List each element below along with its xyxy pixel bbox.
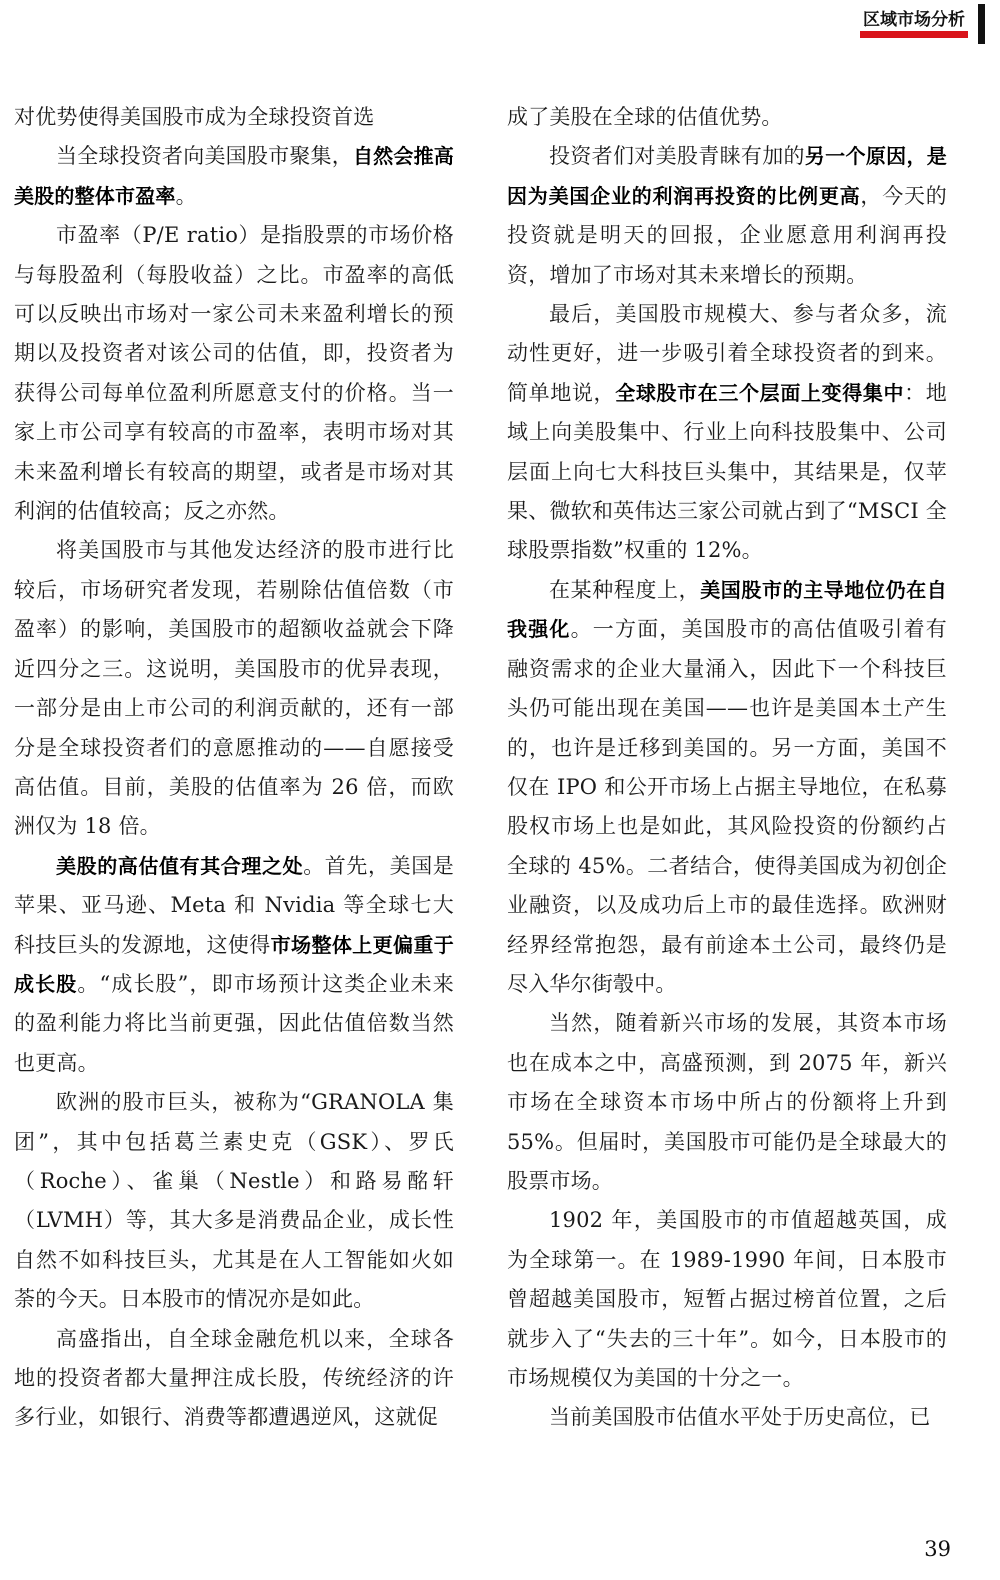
paragraph [14,98,454,137]
paragraph-text: 成了美股在全球的估值优势。 [507,105,783,129]
paragraph [507,295,947,571]
paragraph [14,216,454,531]
paragraph [14,847,454,1083]
paragraph [14,1320,454,1438]
paragraph-text: 欧洲的股市巨头，被称为“GRANOLA 集团”，其中包括葛兰素史克（GSK）、罗氏（Roche）、雀巢（Nestle）和路易酩轩（LVMH）等，其大多是消费品企业，成长性自然不如科技巨头，尤其是在人工智能如火如荼的今天。日本股市的情况亦是如此。 [14,1090,454,1312]
paragraph-text: 。一方面，美国股市的高估值吸引着有融资需求的企业大量涌入，因此下一个科技巨头仍可能出现在美国——也许是美国本土产生的，也许是迁移到美国的。另一方面，美国不仅在 IPO 和公开市场上占据主导地位，在私募股权市场上也是如此，其风险投资的份额约占全球的 45%。二者结合，使得美国成为初创企业融资，以及成功后上市的最佳选择。欧洲财经界经常抱怨，最有前途本土公司，最终仍是尽入华尔街彀中。 [507,617,947,996]
paragraph-text: 当前美国股市估值水平处于历史高位，已 [549,1405,931,1430]
paragraph [507,137,947,295]
paragraph-text: 。“成长股”，即市场预计这类企业未来的盈利能力将比当前更强，因此估值倍数当然也更高。 [14,971,454,1075]
paragraph [14,531,454,846]
paragraph-text: 1902 年，美国股市的市值超越英国，成为全球第一。在 1989-1990 年间，日本股市曾超越美国股市，短暂占据过榜首位置，之后就步入了“失去的三十年”。如今，日本股市的市场规模仅为美国的十分之一。 [507,1208,947,1390]
paragraph-text: 市盈率（P/E ratio）是指股票的市场价格与每股盈利（每股收益）之比。市盈率的高低可以反映出市场对一家公司未来盈利增长的预期以及投资者对该公司的估值，即，投资者为获得公司每单位盈利所愿意支付的价格。当一家上市公司享有较高的市盈率，表明市场对其未来盈利增长有较高的期望，或者是市场对其利润的估值较高；反之亦然。 [14,223,454,524]
highlight-text: 市场整体上更偏重于成长股 [14,932,454,996]
section-title-tag [860,6,968,38]
highlight-text: 另一个原因，是因为美国企业的利润再投资的比例更高 [507,144,947,208]
paragraph-text: 对优势使得美国股市成为全球投资首选 [14,105,375,129]
paragraph [14,137,454,216]
paragraph-text: 最后，美国股市规模大、参与者众多，流动性更好，进一步吸引着全球投资者的到来。简单地说， [507,302,947,405]
paragraph [14,1083,454,1319]
paragraph-text: 。首先，美国是苹果、亚马逊、Meta 和 Nvidia 等全球七大科技巨头的发源地，这使得 [14,853,454,957]
highlight-text: 自然会推高美股的整体市盈率 [14,144,454,208]
header-edge-bar [978,4,985,44]
highlight-text: 全球股市在三个层面上变得集中 [615,380,905,405]
paragraph-text: 在某种程度上， [549,577,701,602]
paragraph-text: 将美国股市与其他发达经济的股市进行比较后，市场研究者发现，若剔除估值倍数（市盈率）的影响，美国股市的超额收益就会下降近四分之三。这说明，美国股市的优异表现，一部分是由上市公司的利润贡献的，还有一部分是全球投资者们的意愿推动的——自愿接受高估值。目前，美股的估值率为 26 倍，而欧洲仅为 18 倍。 [14,538,454,839]
highlight-text: 美股的高估值有其合理之处 [56,853,304,878]
paragraph-text: 投资者们对美股青睐有加的 [549,144,805,169]
right-column [507,98,947,1438]
paragraph [507,1201,947,1398]
left-column [14,98,454,1438]
paragraph-text: 当全球投资者向美国股市聚集， [56,144,353,169]
section-title-underline [860,31,968,38]
paragraph-text: 当然，随着新兴市场的发展，其资本市场也在成本之中，高盛预测，到 2075 年，新兴市场在全球资本市场中所占的份额将上升到 55%。但届时，美国股市可能仍是全球最大的股票市场。 [507,1011,947,1193]
paragraph [507,571,947,1004]
highlight-text: 美国股市的主导地位仍在自我强化 [507,577,947,642]
page-number: 39 [924,1537,951,1561]
paragraph [507,1004,947,1201]
paragraph [507,98,947,137]
paragraph-text: 。 [175,183,197,208]
paragraph [507,1398,947,1437]
paragraph-text: ：地域上向美股集中、行业上向科技股集中、公司层面上向七大科技巨头集中，其结果是，仅苹果、微软和英伟达三家公司就占到了“MSCI 全球股票指数”权重的 12%。 [507,380,947,563]
paragraph-text: 高盛指出，自全球金融危机以来，全球各地的投资者都大量押注成长股，传统经济的许多行业，如银行、消费等都遭遇逆风，这就促 [14,1326,454,1430]
section-title: 区域市场分析 [863,10,965,30]
paragraph-text: ，今天的投资就是明天的回报，企业愿意用利润再投资，增加了市场对其未来增长的预期。 [507,183,947,287]
